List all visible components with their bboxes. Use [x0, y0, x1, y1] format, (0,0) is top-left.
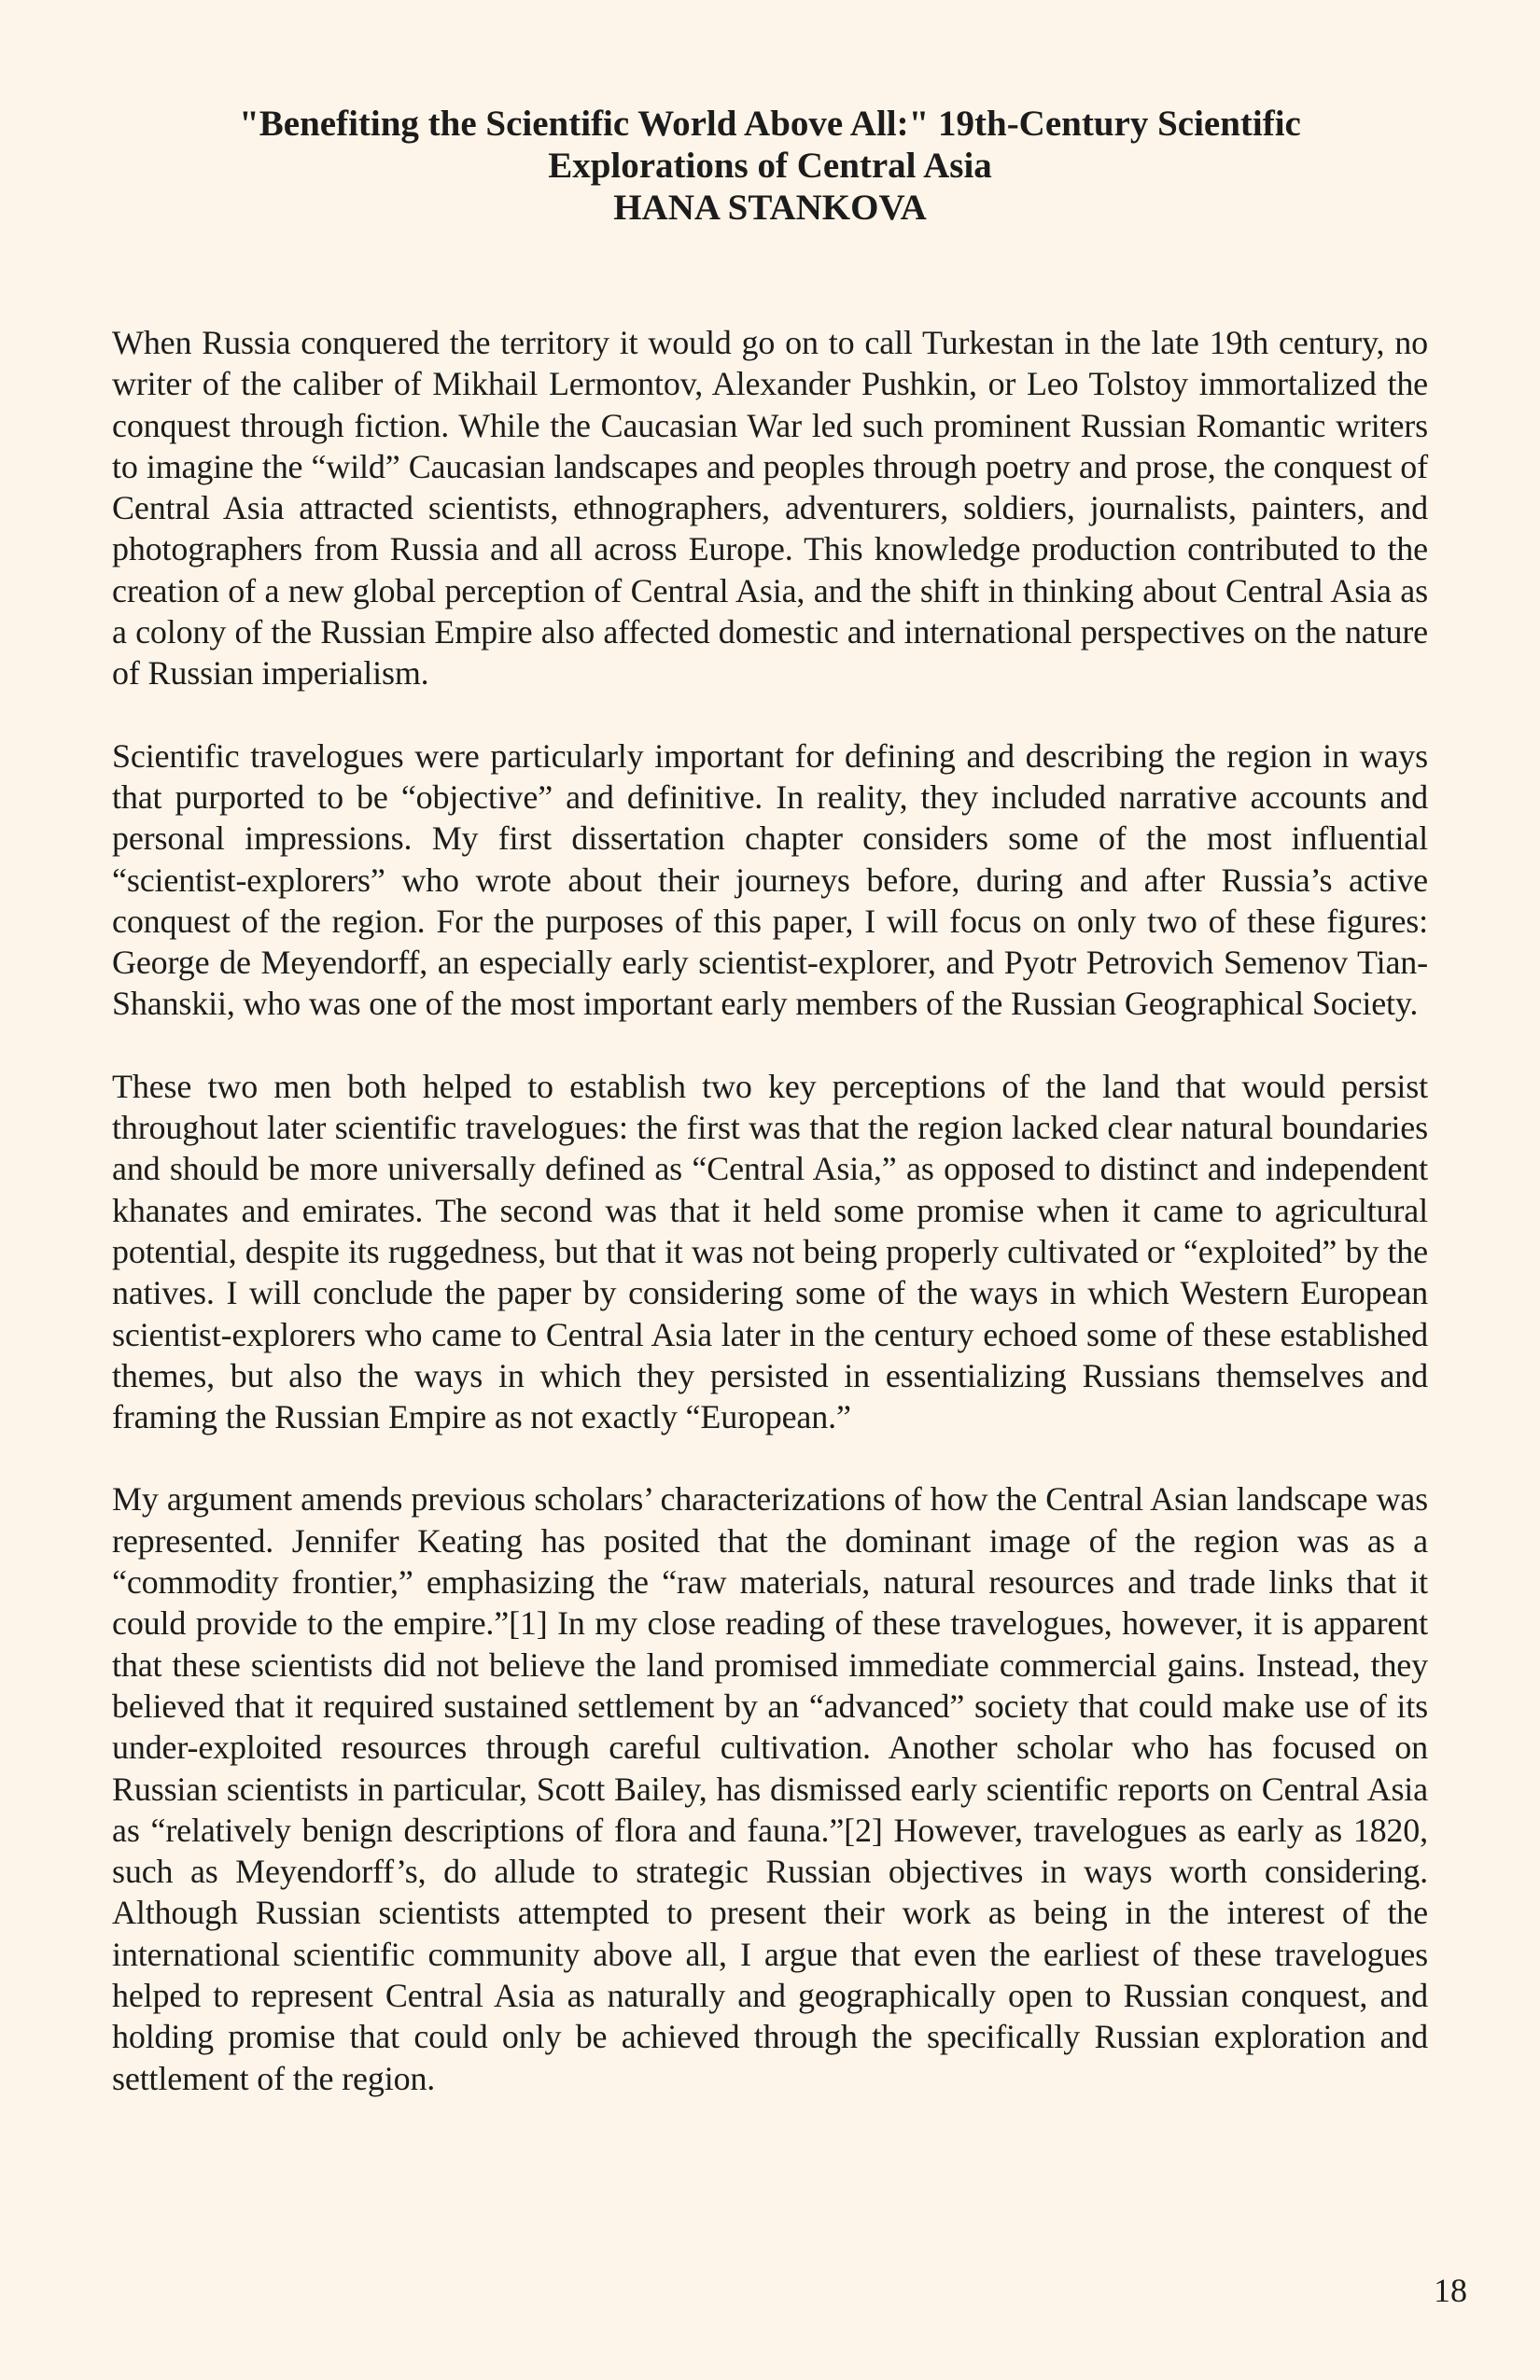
title-line-2: Explorations of Central Asia [548, 146, 992, 186]
author-name: HANA STANKOVA [613, 188, 927, 228]
paragraph-4: My argument amends previous scholars’ characterizations of how the Central Asian landscape was represented. Jennifer Keating has posited that the dominant image of the region was as a “commodity frontier,” emphasizing the “raw materials, natural resources and trade links that it could provide to the empire.”[1] In my close reading of these travelogues, however, it is apparent that these scientists did not believe the land promised immediate commercial gains. Instead, they believed that it required sustained settlement by an “advanced” society that could make use of its under-exploited resources through careful cultivation. Another scholar who has focused on Russian scientists in particular, Scott Bailey, has dismissed early scientific reports on Central Asia as “relatively benign descriptions of flora and fauna.”[2] However, travelogues as early as 1820, such as Meyendorff’s, do allude to strategic Russian objectives in ways worth considering. Although Russian scientists attempted to present their work as being in the interest of the international scientific community above all, I argue that even the earliest of these travelogues helped to represent Central Asia as naturally and geographically open to Russian conquest, and holding promise that could only be achieved through the specifically Russian exploration and settlement of the region. [112, 1480, 1428, 2097]
article-body [112, 322, 1428, 2099]
paragraph-3: These two men both helped to establish two key perceptions of the land that would persist throughout later scientific travelogues: the first was that the region lacked clear natural boundaries and should be more universally defined as “Central Asia,” as opposed to distinct and independent khanates and emirates. The second was that it held some promise when it came to agricultural potential, despite its ruggedness, but that it was not being properly cultivated or “exploited” by the natives. I will conclude the paper by considering some of the ways in which Western European scientist-explorers who came to Central Asia later in the century echoed some of these established themes, but also the ways in which they persisted in essentializing Russians themselves and framing the Russian Empire as not exactly “European.” [112, 1067, 1428, 1436]
title-line-1: "Benefiting the Scientific World Above All:" 19th-Century Scientific [239, 104, 1301, 144]
article-title [112, 103, 1428, 187]
article-header [112, 103, 1428, 229]
article-page [112, 103, 1428, 2140]
page-number: 18 [1434, 2272, 1467, 2309]
paragraph-1: When Russia conquered the territory it would go on to call Turkestan in the late 19th century, no writer of the caliber of Mikhail Lermontov, Alexander Pushkin, or Leo Tolstoy immortalized the conquest through fiction. While the Caucasian War led such prominent Russian Romantic writers to imagine the “wild” Caucasian landscapes and peoples through poetry and prose, the conquest of Central Asia attracted scientists, ethnographers, adventurers, soldiers, journalists, painters, and photographers from Russia and all across Europe. This knowledge production contributed to the creation of a new global perception of Central Asia, and the shift in thinking about Central Asia as a colony of the Russian Empire also affected domestic and international perspectives on the nature of Russian imperialism. [112, 324, 1428, 693]
paragraph-2: Scientific travelogues were particularly important for defining and describing the region in ways that purported to be “objective” and definitive. In reality, they included narrative accounts and personal impressions. My first dissertation chapter considers some of the most influential “scientist-explorers” who wrote about their journeys before, during and after Russia’s active conquest of the region. For the purposes of this paper, I will focus on only two of these figures: George de Meyendorff, an especially early scientist-explorer, and Pyotr Petrovich Semenov Tian-Shanskii, who was one of the most important early members of the Russian Geographical Society. [112, 736, 1428, 1023]
